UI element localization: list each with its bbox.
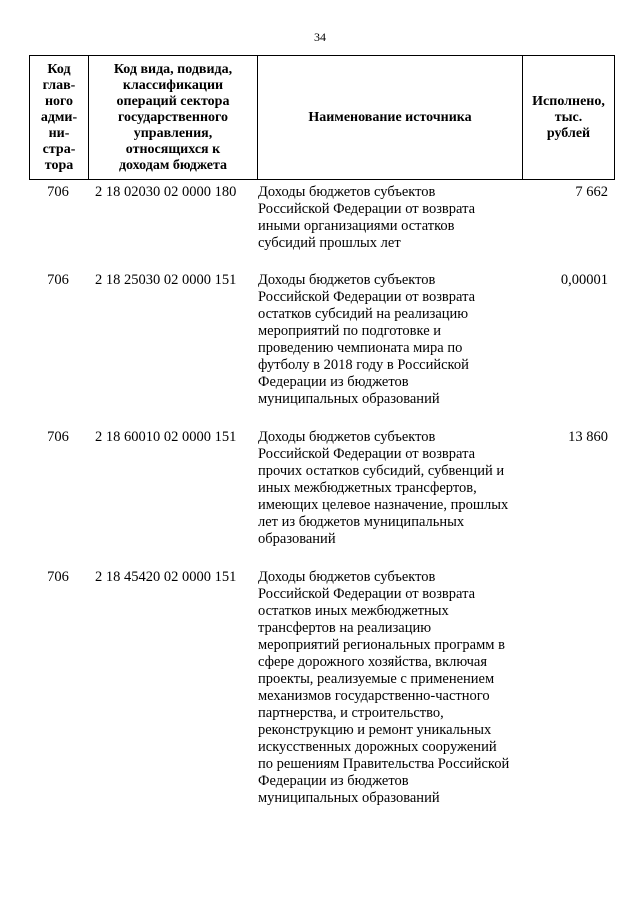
kbk-code: 2 18 60010 02 0000 151 <box>95 429 237 445</box>
amount: 0,00001 <box>560 272 608 288</box>
source-name-line: муниципальных образований <box>258 790 440 806</box>
header-amount <box>523 56 615 180</box>
source-name-line: остатков иных межбюджетных <box>258 603 449 619</box>
header-amount-text: Исполнено, тыс. рублей <box>532 93 605 141</box>
source-name-line: Доходы бюджетов субъектов <box>258 272 436 288</box>
source-name <box>258 569 520 807</box>
source-name-line: искусственных дорожных сооружений <box>258 739 497 755</box>
amount: 13 860 <box>568 429 608 445</box>
header-row <box>30 56 615 180</box>
source-name-line: трансфертов на реализацию <box>258 620 432 636</box>
header-source-name <box>258 56 523 180</box>
source-name-line: Российской Федерации от возврата <box>258 201 476 217</box>
admin-code: 706 <box>47 272 69 288</box>
source-name-line: иных межбюджетных трансфертов, <box>258 480 477 496</box>
source-name-line: муниципальных образований <box>258 391 440 407</box>
source-name-line: образований <box>258 531 336 547</box>
source-name-line: остатков субсидий на реализацию <box>258 306 469 322</box>
source-name-line: Российской Федерации от возврата <box>258 446 476 462</box>
header-kbk <box>89 56 258 180</box>
admin-code: 706 <box>47 184 69 200</box>
header-admin-code <box>30 56 89 180</box>
source-name-line: реконструкцию и ремонт уникальных <box>258 722 492 738</box>
source-name <box>258 429 520 548</box>
source-name-line: иными организациями остатков <box>258 218 455 234</box>
source-name-line: Доходы бюджетов субъектов <box>258 569 436 585</box>
source-name-line: прочих остатков субсидий, субвенций и <box>258 463 505 479</box>
source-name-line: лет из бюджетов муниципальных <box>258 514 465 530</box>
source-name-line: проекты, реализуемые с применением <box>258 671 495 687</box>
table-header <box>29 55 615 180</box>
page-number: 34 <box>314 30 326 44</box>
source-name-line: футболу в 2018 году в Российской <box>258 357 469 373</box>
source-name-line: Российской Федерации от возврата <box>258 289 476 305</box>
source-name-line: Российской Федерации от возврата <box>258 586 476 602</box>
source-name-line: партнерства, и строительство, <box>258 705 444 721</box>
admin-code: 706 <box>47 429 69 445</box>
source-name <box>258 184 520 252</box>
source-name-line: Федерации из бюджетов <box>258 773 409 789</box>
source-name <box>258 272 520 408</box>
source-name-line: мероприятий региональных программ в <box>258 637 505 653</box>
source-name-line: по решениям Правительства Российской <box>258 756 510 772</box>
header-admin-code-text: Код глав- ного адми- ни- стра- тора <box>40 61 78 173</box>
source-name-line: субсидий прошлых лет <box>258 235 401 251</box>
header-source-name-text: Наименование источника <box>308 109 472 125</box>
header-kbk-text: Код вида, подвида, классификации операций сектора государственного управления, относящихся к доходам бюджета <box>113 61 233 173</box>
source-name-line: имеющих целевое назначение, прошлых <box>258 497 509 513</box>
source-name-line: Доходы бюджетов субъектов <box>258 184 436 200</box>
source-name-line: мероприятий по подготовке и <box>258 323 442 339</box>
admin-code: 706 <box>47 569 69 585</box>
kbk-code: 2 18 45420 02 0000 151 <box>95 569 237 585</box>
kbk-code: 2 18 02030 02 0000 180 <box>95 184 237 200</box>
kbk-code: 2 18 25030 02 0000 151 <box>95 272 237 288</box>
amount: 7 662 <box>575 184 608 200</box>
source-name-line: механизмов государственно-частного <box>258 688 490 704</box>
source-name-line: сфере дорожного хозяйства, включая <box>258 654 488 670</box>
source-name-line: Доходы бюджетов субъектов <box>258 429 436 445</box>
source-name-line: Федерации из бюджетов <box>258 374 409 390</box>
source-name-line: проведению чемпионата мира по <box>258 340 463 356</box>
